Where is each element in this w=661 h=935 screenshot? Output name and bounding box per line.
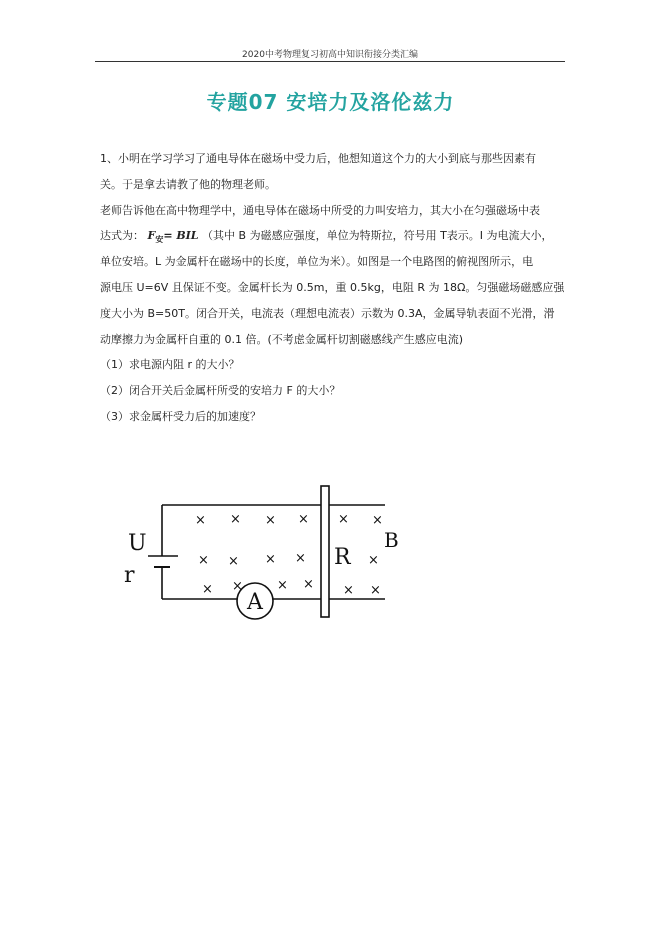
problem-line: 老师告诉他在高中物理学中，通电导体在磁场中所受的力叫安培力，其大小在匀强磁场中表 <box>100 203 540 217</box>
field-x-mark: × <box>372 513 383 528</box>
formula-suffix: （其中 B 为磁感应强度，单位为特斯拉，符号用 T表示。I 为电流大小， <box>202 229 553 243</box>
field-x-mark: × <box>338 512 349 527</box>
problem-line: 动摩擦力为金属杆自重的 0.1 倍。(不考虑金属杆切割磁感线产生感应电流) <box>100 332 464 346</box>
page-title: 专题07 安培力及洛伦兹力 <box>206 90 455 114</box>
field-x-mark: × <box>298 512 309 527</box>
problem-line: 单位安培。L 为金属杆在磁场中的长度，单位为米）。如图是一个电路图的俯视图所示，电 <box>100 255 534 269</box>
label-resistance: R <box>334 545 351 570</box>
metal-rod <box>321 486 329 617</box>
field-x-mark: × <box>303 577 314 592</box>
field-x-mark: × <box>198 553 209 568</box>
field-x-mark: × <box>370 583 381 598</box>
field-x-mark: × <box>265 552 276 567</box>
circuit-diagram <box>110 478 410 628</box>
header-divider <box>95 61 565 62</box>
field-x-mark: × <box>368 553 379 568</box>
field-x-mark: × <box>230 512 241 527</box>
problem-text <box>100 146 570 430</box>
field-x-mark: × <box>195 513 206 528</box>
field-x-mark: × <box>277 578 288 593</box>
field-x-mark: × <box>265 513 276 528</box>
ampere-force-formula: $F_安=$ BIL <box>147 229 199 245</box>
problem-line: 1、小明在学习学习了通电导体在磁场中受力后，他想知道这个力的大小到底与那些因素有 <box>100 152 536 165</box>
problem-line: 源电压 U=6V 且保证不变。金属杆长为 0.5m，重 0.5kg，电阻 R 为 18Ω。匀强磁场磁感应强 <box>100 280 565 294</box>
problem-line: 度大小为 B=50T。闭合开关，电流表（理想电流表）示数为 0.3A，金属导轨表面不光滑，滑 <box>100 306 555 320</box>
field-x-mark: × <box>295 551 306 566</box>
running-header: 2020中考物理复习初高中知识衔接分类汇编 <box>242 50 418 60</box>
problem-line: 关。于是拿去请教了他的物理老师。 <box>100 177 276 191</box>
field-x-mark: × <box>232 579 243 594</box>
formula-line <box>100 223 570 249</box>
question-1: （1）求电源内阻 r 的大小？ <box>100 358 240 372</box>
magnetic-field-marks <box>195 512 383 598</box>
label-a: A <box>247 590 263 615</box>
field-x-mark: × <box>228 554 239 569</box>
field-x-mark: × <box>343 583 354 598</box>
question-2: （2）闭合开关后金属杆所受的安培力 F 的大小？ <box>100 384 341 398</box>
label-b: B <box>384 528 399 552</box>
question-3: （3）求金属杆受力后的加速度？ <box>100 409 261 423</box>
label-r: r <box>124 563 135 588</box>
label-u: U <box>128 531 147 556</box>
formula-prefix: 达式为： <box>100 229 144 243</box>
field-x-mark: × <box>202 582 213 597</box>
